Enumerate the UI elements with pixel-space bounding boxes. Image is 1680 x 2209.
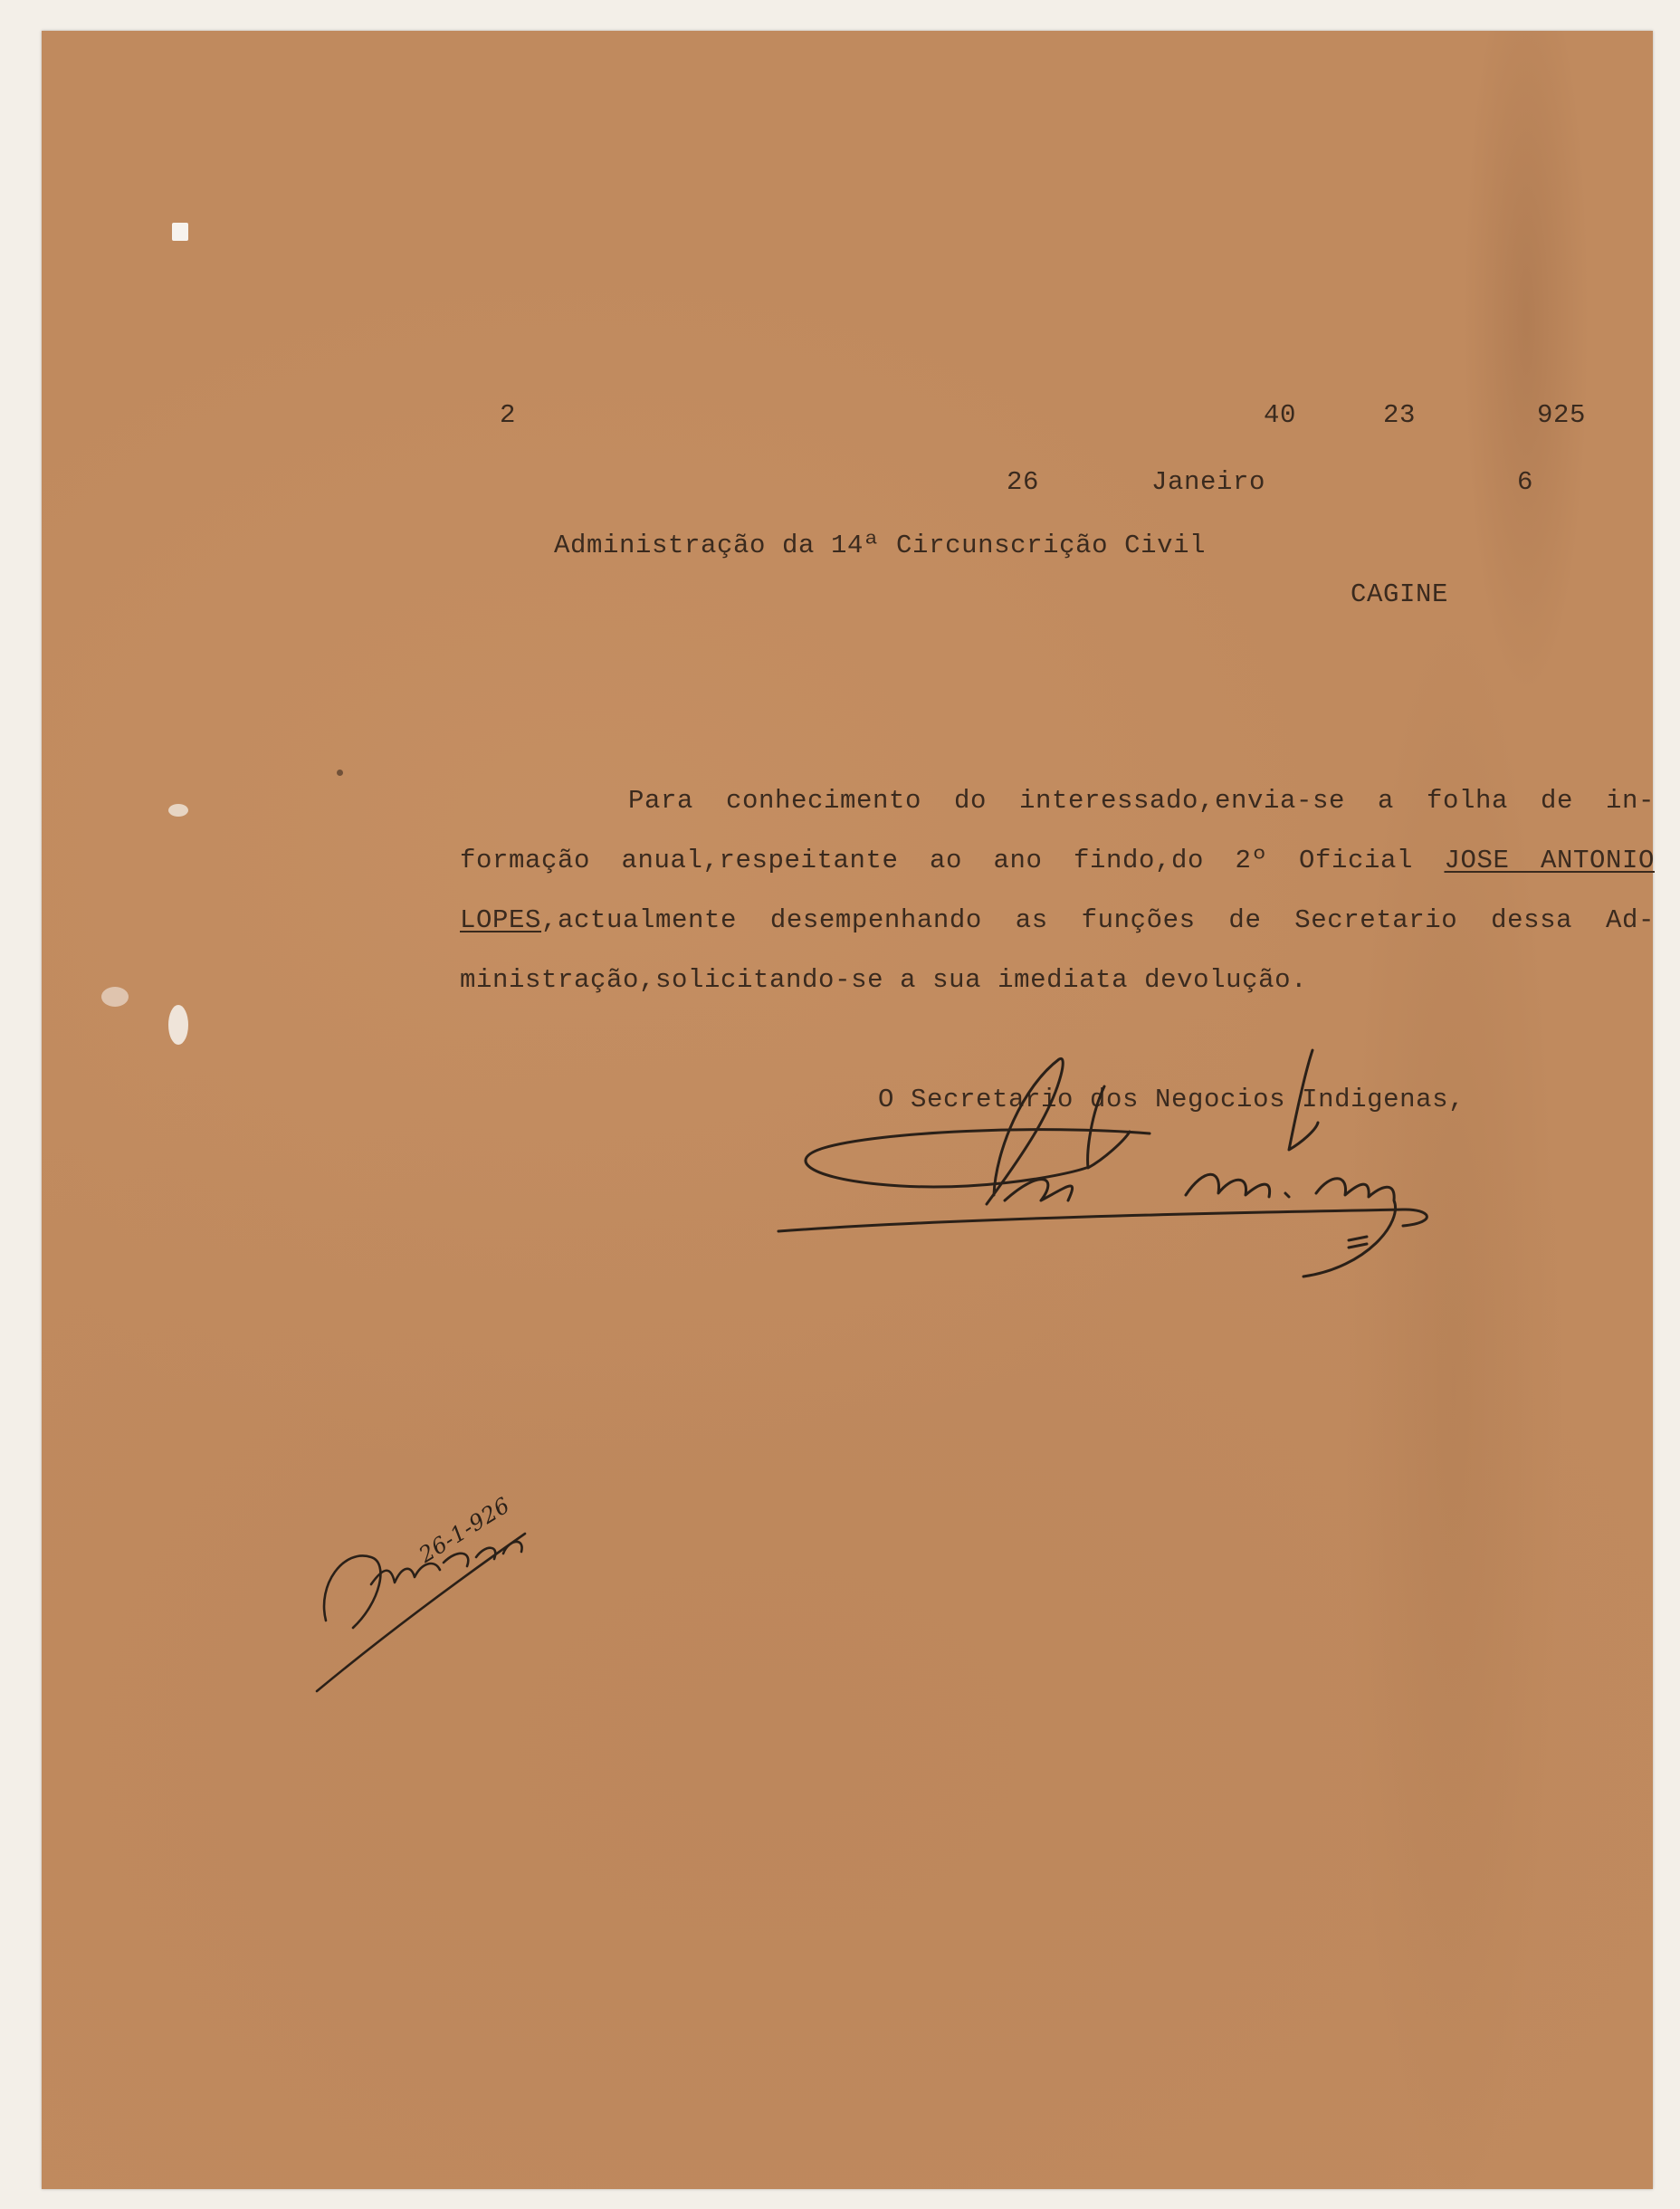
reference-number-b: 23 <box>1383 400 1417 430</box>
punch-hole-mark <box>168 1005 188 1045</box>
reference-number-a: 40 <box>1264 400 1297 430</box>
handwritten-signature <box>769 1032 1475 1286</box>
letter-body <box>460 771 1655 1010</box>
marginal-initials <box>308 1476 561 1711</box>
recipient-office: Administração da 14ª Circunscrição Civil <box>554 531 1207 560</box>
date-year-digit: 6 <box>1517 467 1534 497</box>
closing-title: O Secretario dos Negocios Indigenas, <box>878 1085 1465 1114</box>
punch-hole-mark <box>172 223 188 241</box>
official-surname: LOPES <box>460 905 542 935</box>
punch-hole-mark <box>337 770 343 776</box>
date-day: 26 <box>1007 467 1040 497</box>
recipient-place: CAGINE <box>1351 579 1449 609</box>
punch-hole-mark <box>168 804 188 817</box>
body-line <box>460 831 1655 891</box>
body-text: formação anual,respeitante ao ano findo,do 2º Oficial <box>460 846 1445 875</box>
body-line: Para conhecimento do interessado,envia-se a folha de in- <box>628 786 1655 816</box>
body-line <box>460 891 1655 951</box>
official-name: JOSE ANTONIO <box>1444 846 1655 875</box>
annotation-date: 26-1-926 <box>415 1492 515 1568</box>
reference-year: 925 <box>1537 400 1587 430</box>
punch-hole-mark <box>101 987 129 1007</box>
body-text: ,actualmente desempenhando as funções de Secretario dessa Ad- <box>541 905 1655 935</box>
document-number: 2 <box>500 400 517 430</box>
body-line: ministração,solicitando-se a sua imediata devolução. <box>460 965 1308 995</box>
date-month: Janeiro <box>1151 467 1266 497</box>
